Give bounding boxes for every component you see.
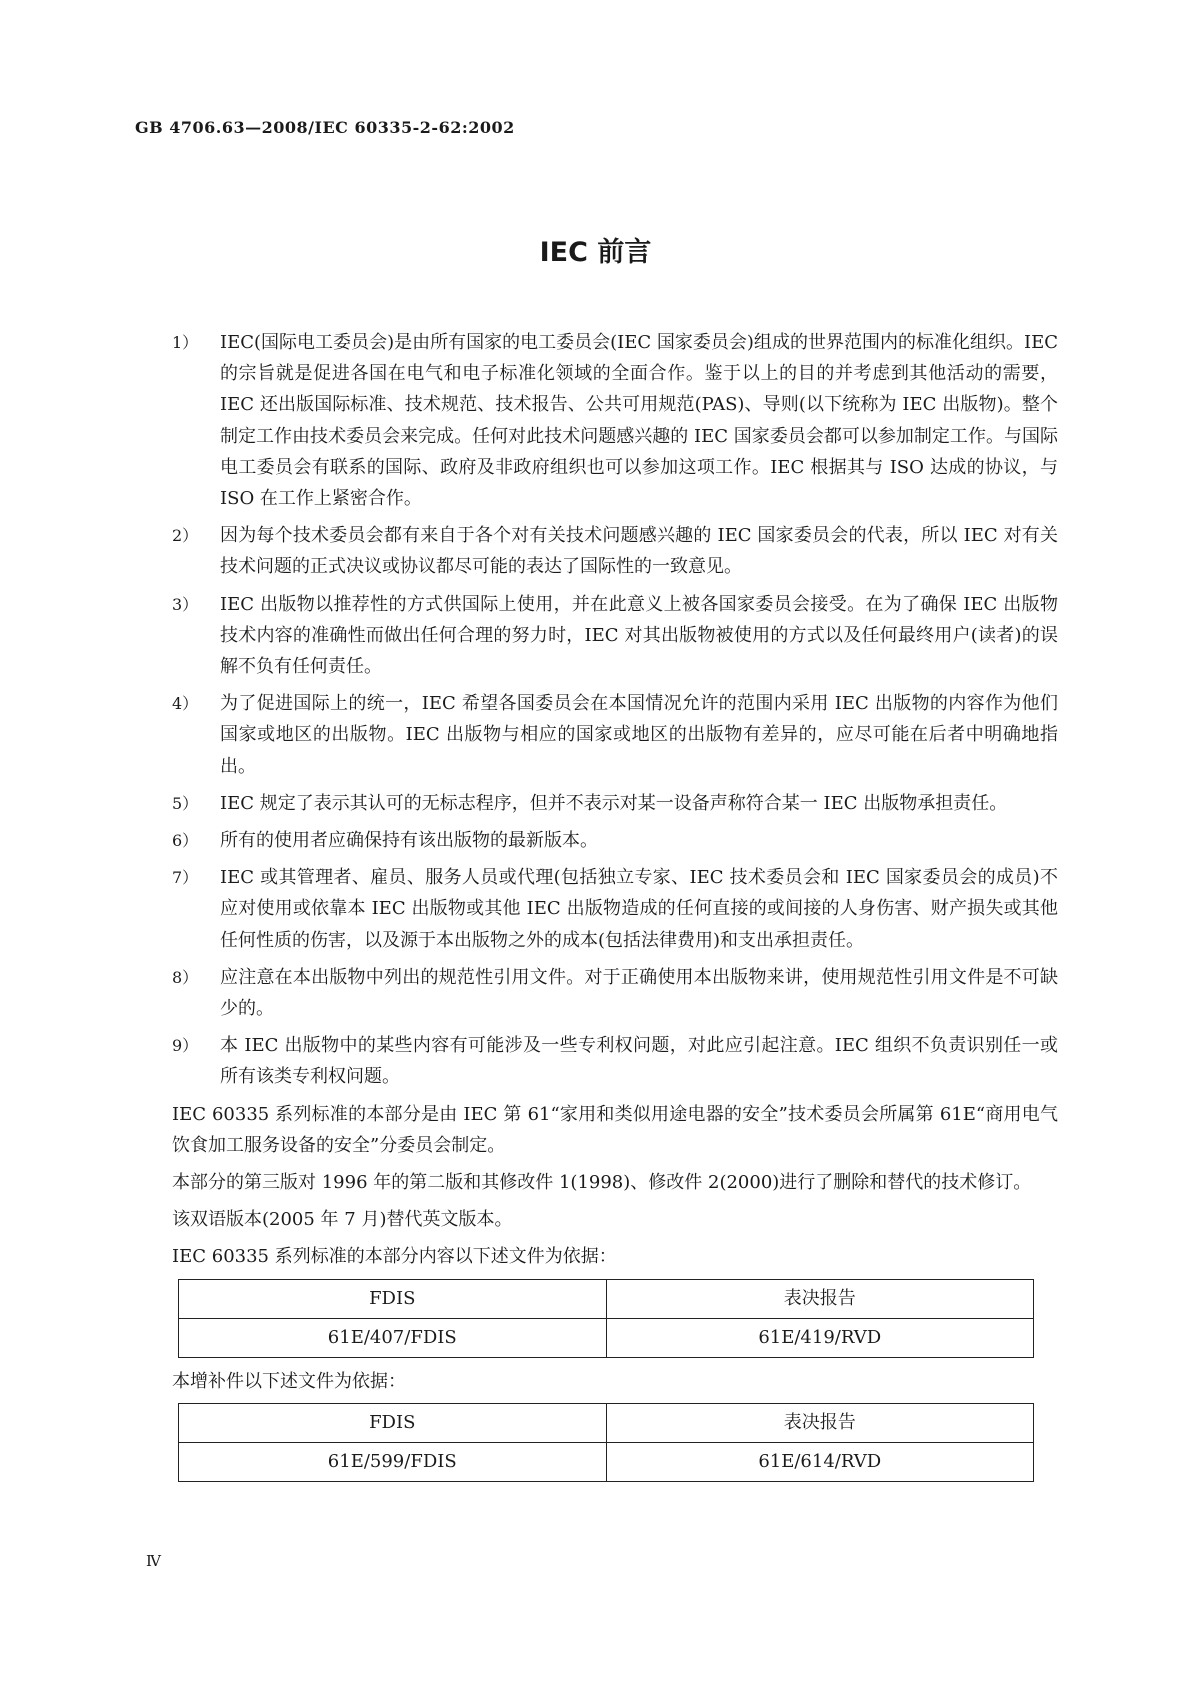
document-body	[172, 327, 1058, 1490]
list-item	[172, 520, 1058, 582]
list-item	[172, 1030, 1058, 1092]
list-item	[172, 327, 1058, 514]
paragraph-amendment-basis: 本增补件以下述文件为依据：	[172, 1370, 406, 1392]
item-text: 因为每个技术委员会都有来自于各个对有关技术问题感兴趣的 IEC 国家委员会的代表，所以 IEC 对有关技术问题的正式决议或协议都尽可能的表达了国际性的一致意见。	[220, 525, 1058, 578]
table-row	[179, 1318, 1034, 1357]
item-number: 8）	[172, 967, 199, 987]
item-text: IEC 规定了表示其认可的无标志程序，但并不表示对某一设备声称符合某一 IEC 出版物承担责任。	[220, 792, 1008, 814]
table-row	[179, 1442, 1034, 1481]
item-number: 9）	[172, 1036, 199, 1056]
item-number: 1）	[172, 333, 199, 352]
paragraph-bilingual: 该双语版本(2005 年 7 月)替代英文版本。	[172, 1209, 513, 1231]
table-cell: 61E/419/RVD	[606, 1318, 1034, 1357]
item-number: 3）	[172, 594, 199, 614]
voting-table-1	[178, 1279, 1034, 1358]
item-text: 应注意在本出版物中列出的规范性引用文件。对于正确使用本出版物来讲，使用规范性引用文件是不可缺少的。	[220, 966, 1058, 1020]
table-header-cell: FDIS	[179, 1279, 607, 1318]
list-item	[172, 788, 1058, 819]
table-header-cell: 表决报告	[606, 1403, 1034, 1442]
item-text: 所有的使用者应确保持有该出版物的最新版本。	[220, 830, 598, 852]
paragraph-edition: 本部分的第三版对 1996 年的第二版和其修改件 1(1998)、修改件 2(2000)进行了删除和替代的技术修订。	[172, 1172, 1032, 1194]
item-text: IEC 出版物以推荐性的方式供国际上使用，并在此意义上被各国家委员会接受。在为了确保 IEC 出版物技术内容的准确性而做出任何合理的努力时，IEC 对其出版物被使用的方式以及任何最终用户(读者)的误解不负有任何责任。	[220, 593, 1058, 678]
page-title: IEC 前言	[539, 237, 652, 268]
list-item	[172, 825, 1058, 856]
table-header-row	[179, 1403, 1034, 1442]
table-header-cell: 表决报告	[606, 1279, 1034, 1318]
list-item	[172, 589, 1058, 683]
item-text: IEC(国际电工委员会)是由所有国家的电工委员会(IEC 国家委员会)组成的世界范围内的标准化组织。IEC 的宗旨就是促进各国在电气和电子标准化领域的全面合作。鉴于以上的目的并考虑到其他活动的需要，IEC 还出版国际标准、技术规范、技术报告、公共可用规范(PAS)、导则(以下统称为 IEC 出版物)。整个制定工作由技术委员会来完成。任何对此技术问题感兴趣的 IEC 国家委员会都可以参加制定工作。与国际电工委员会有联系的国际、政府及非政府组织也可以参加这项工作。IEC 根据其与 ISO 达成的协议，与 ISO 在工作上紧密合作。	[220, 332, 1058, 510]
item-text: 本 IEC 出版物中的某些内容有可能涉及一些专利权问题，对此应引起注意。IEC 组织不负责识别任一或所有该类专利权问题。	[220, 1035, 1058, 1088]
paragraph-committee: IEC 60335 系列标准的本部分是由 IEC 第 61“家用和类似用途电器的安全”技术委员会所属第 61E“商用电气饮食加工服务设备的安全”分委员会制定。	[172, 1103, 1058, 1156]
table-cell: 61E/407/FDIS	[179, 1318, 607, 1357]
item-text: 为了促进国际上的统一，IEC 希望各国委员会在本国情况允许的范围内采用 IEC 出版物的内容作为他们国家或地区的出版物。IEC 出版物与相应的国家或地区的出版物有差异的，应尽可能在后者中明确地指出。	[220, 693, 1058, 777]
item-number: 2）	[172, 526, 199, 546]
item-text: IEC 或其管理者、雇员、服务人员或代理(包括独立专家、IEC 技术委员会和 IEC 国家委员会的成员)不应对使用或依靠本 IEC 出版物或其他 IEC 出版物造成的任何直接的或间接的人身伤害、财产损失或其他任何性质的伤害，以及源于本出版物之外的成本(包括法律费用)和支出承担责任。	[220, 867, 1058, 951]
item-number: 4）	[172, 694, 199, 714]
list-item	[172, 862, 1058, 956]
item-number: 7）	[172, 868, 199, 888]
item-number: 6）	[172, 831, 199, 851]
item-number: 5）	[172, 793, 199, 813]
table-cell: 61E/614/RVD	[606, 1442, 1034, 1481]
list-item	[172, 688, 1058, 782]
voting-table-2	[178, 1403, 1034, 1482]
page-number: Ⅳ	[146, 1552, 161, 1570]
list-item	[172, 962, 1058, 1024]
paragraph-basis: IEC 60335 系列标准的本部分内容以下述文件为依据：	[172, 1246, 617, 1268]
table-cell: 61E/599/FDIS	[179, 1442, 607, 1481]
table-header-row	[179, 1279, 1034, 1318]
table-header-cell: FDIS	[179, 1403, 607, 1442]
standard-header: GB 4706.63—2008/IEC 60335-2-62:2002	[135, 118, 515, 137]
